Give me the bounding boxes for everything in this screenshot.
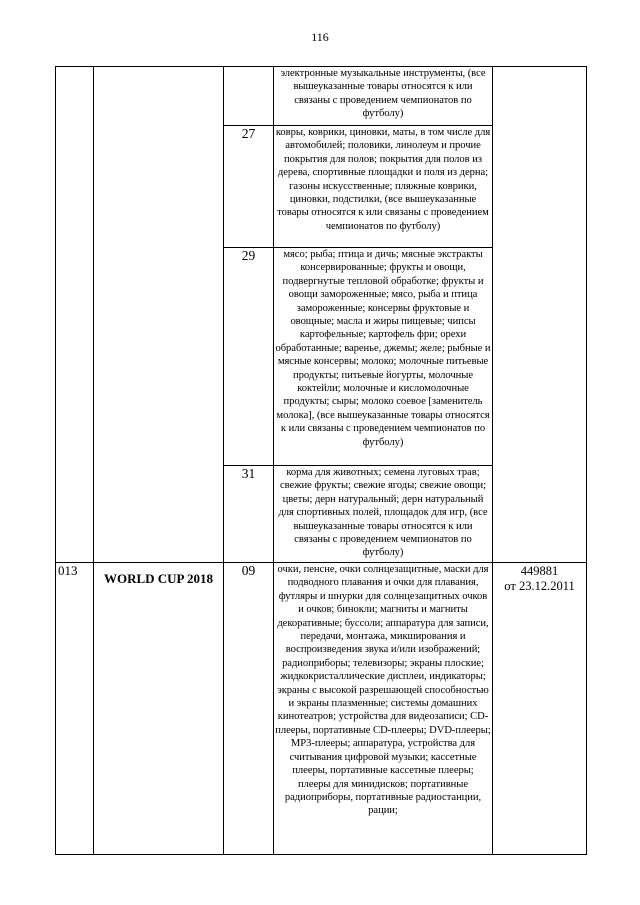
class-cell: 09 [224,563,274,855]
class-cell: 27 [224,126,274,248]
registration-number: 449881 [520,564,559,578]
goods-description: мясо; рыба; птица и дичь; мясные экстракты консервированные; фрукты и овощи, подвергнутые тепловой обработке; фрукты и овощи замороженные; мясо, рыба и птица замороженные; консервы фруктовые и овощные; масла и жиры пищевые; чипсы картофельные; картофель фри; орехи обработанные; варенье, джемы; желе; рыбные и мясные консервы; молоко; молочные питьевые продукты; питьевые йогурты, молочные коктейли; молочные и кисломолочные продукты; сыры; молоко соевое [заменитель молока], (все вышеуказанные товары относятся к или связаны с проведением чемпионатов по футболу) [274,248,493,466]
goods-description: корма для животных; семена луговых трав; свежие фрукты; свежие ягоды; свежие овощи; цветы; дерн натуральный; дерн натуральный для спортивных полей, площадок для игр, (все вышеуказанные товары относятся к или связаны с проведением чемпионатов по футболу) [274,466,493,563]
trademark-name: WORLD CUP 2018 [94,563,224,855]
registration-info [493,563,587,855]
mark-cell [94,67,224,563]
trademark-table [55,66,587,855]
registration-date: от 23.12.2011 [504,579,575,593]
goods-description: электронные музыкальные инструменты, (все вышеуказанные товары относятся к или связаны с проведением чемпионатов по футболу) [274,67,493,126]
class-cell: 31 [224,466,274,563]
page-number: 116 [311,30,329,44]
goods-description: очки, пенсне, очки солнцезащитные, маски для подводного плавания и очки для плавания, футляры и шнурки для солнцезащитных очков и очков; бинокли; магниты и магниты декоративные; буссоли; аппаратура для записи, передачи, монтажа, микширования и воспроизведения звука и/или изображений; радиоприборы; телевизоры; экраны плоские; жидкокристаллические дисплеи, индикаторы; экраны с высокой разрешающей способностью и экраны плазменные; системы домашних кинотеатров; устройства для видеозаписи; CD-плееры, портативные CD-плееры; DVD-плееры; MP3-плееры; аппаратура, устройства для считывания цифровой музыки; кассетные плееры, портативные кассетные плееры; плееры для минидисков; портативные радиоприборы, портативные радиостанции, рации; [274,563,493,855]
goods-description: ковры, коврики, циновки, маты, в том числе для автомобилей; половики, линолеум и прочие покрытия для полов; покрытия для полов из дерева, спортивные площадки и поля из дерна; газоны искусственные; пляжные коврики, циновки, подстилки, (все вышеуказанные товары относятся к или связаны с проведением чемпионатов по футболу) [274,126,493,248]
table-row [56,563,587,855]
table-row [56,67,587,126]
registration-cell [493,67,587,563]
class-cell [224,67,274,126]
entry-number: 013 [56,563,94,855]
entry-number-cell [56,67,94,563]
class-cell: 29 [224,248,274,466]
